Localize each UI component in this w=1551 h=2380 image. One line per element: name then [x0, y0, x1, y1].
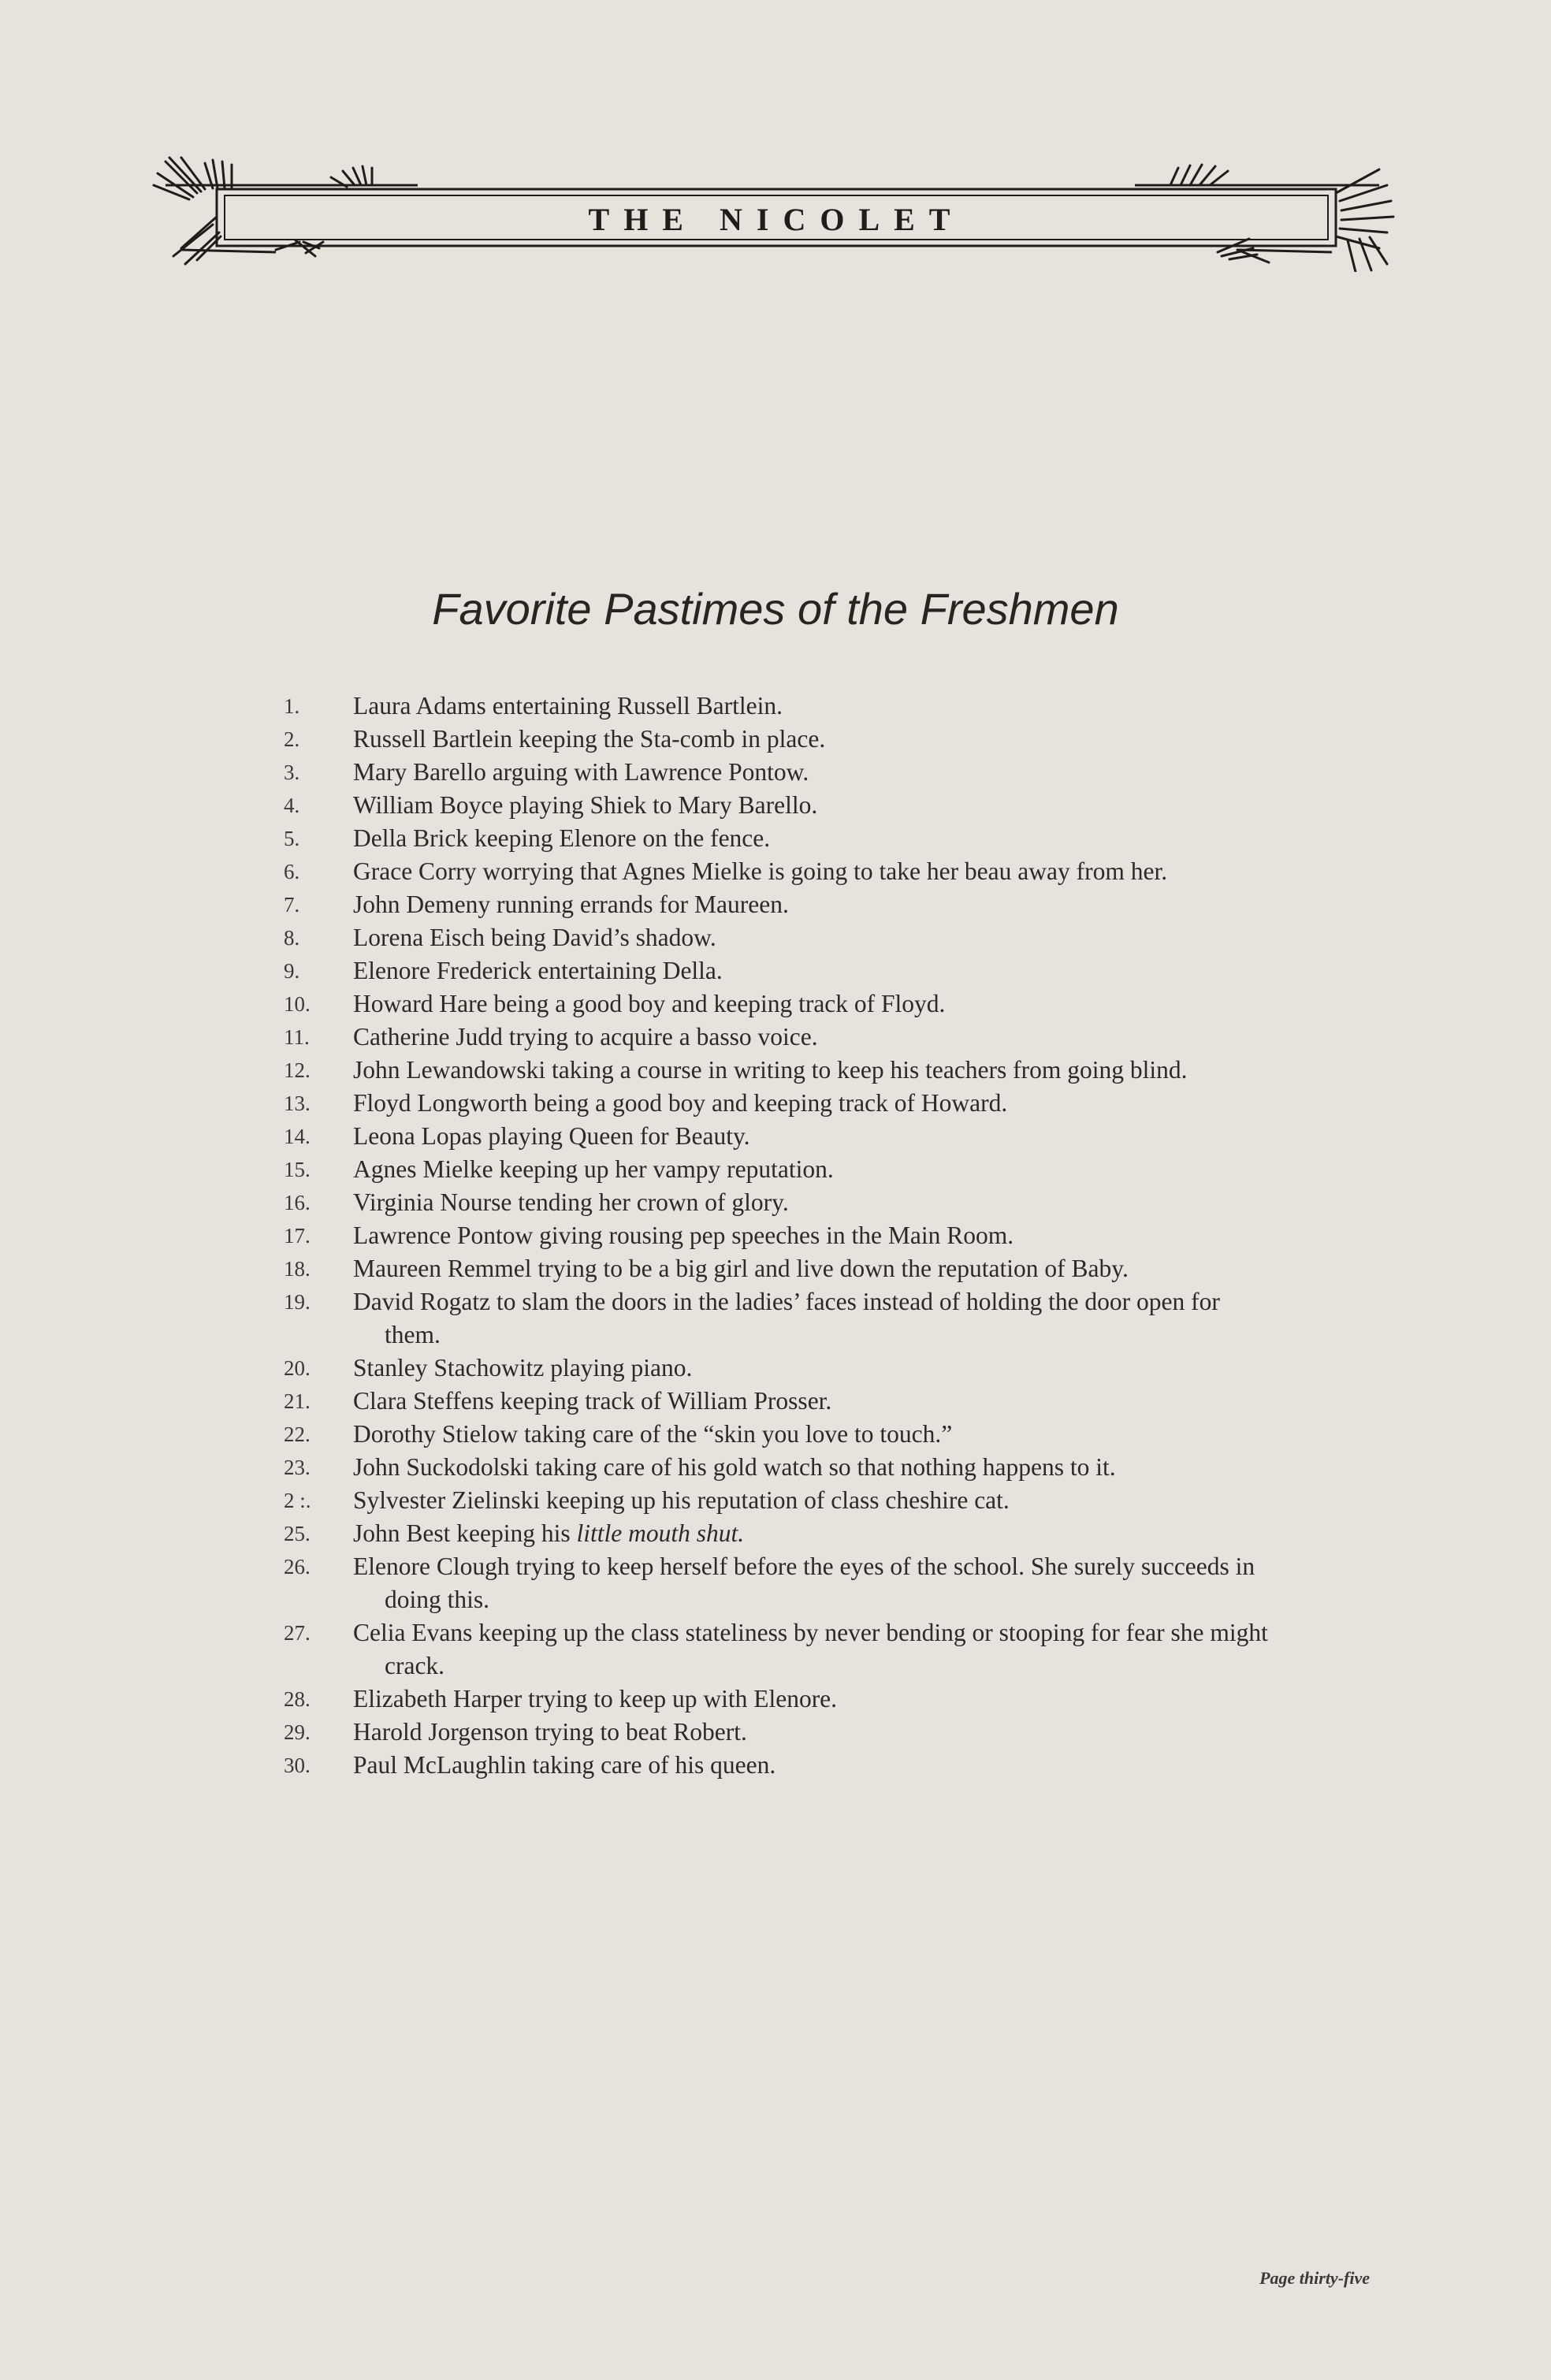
item-text: [353, 1385, 1269, 1418]
item-text-main: Clara Steffens keeping track of William Prosser.: [353, 1387, 832, 1415]
item-text: [353, 1451, 1269, 1484]
item-number: 19.: [284, 1290, 311, 1314]
list-item: [284, 789, 1269, 822]
list-item: [284, 1352, 1269, 1385]
item-text-main: Catherine Judd trying to acquire a basso voice.: [353, 1023, 818, 1051]
item-number: 30.: [284, 1753, 311, 1777]
list-item: [284, 690, 1269, 723]
item-number: 2 :.: [284, 1489, 311, 1512]
item-number: 3.: [284, 760, 300, 784]
item-number: 29.: [284, 1720, 311, 1744]
item-text: [353, 855, 1269, 888]
list-item: [284, 855, 1269, 888]
item-text: [353, 1418, 1269, 1451]
item-text: [353, 1054, 1269, 1087]
item-text-main: Howard Hare being a good boy and keeping track of Floyd.: [353, 990, 946, 1017]
item-text-italic: little mouth shut.: [576, 1519, 745, 1547]
item-number: 17.: [284, 1224, 311, 1248]
list-item: [284, 1385, 1269, 1418]
list-item: [284, 756, 1269, 789]
item-text-main: Floyd Longworth being a good boy and keeping track of Howard.: [353, 1089, 1008, 1117]
list-item: [284, 1252, 1269, 1285]
item-number: 15.: [284, 1158, 311, 1181]
item-number: 28.: [284, 1687, 311, 1711]
item-text: [353, 1683, 1269, 1716]
item-text-main: Lawrence Pontow giving rousing pep speeches in the Main Room.: [353, 1222, 1014, 1249]
item-text-main: John Suckodolski taking care of his gold watch so that nothing happens to it.: [353, 1453, 1116, 1481]
item-text: [353, 1352, 1269, 1385]
list-item: [284, 1418, 1269, 1451]
page-title: Favorite Pastimes of the Freshmen: [432, 584, 1119, 634]
list-item: [284, 954, 1269, 987]
item-number: 1.: [284, 694, 300, 718]
item-text-main: John Lewandowski taking a course in writing to keep his teachers from going blind.: [353, 1056, 1188, 1084]
item-text: [353, 921, 1269, 954]
item-text: [353, 1484, 1269, 1517]
item-text-main: Elizabeth Harper trying to keep up with Elenore.: [353, 1685, 838, 1712]
list-item: [284, 822, 1269, 855]
item-number: 22.: [284, 1422, 311, 1446]
list-item: [284, 1153, 1269, 1186]
item-text: [353, 1716, 1269, 1749]
item-number: 9.: [284, 959, 300, 983]
list-item: [284, 921, 1269, 954]
item-text: [353, 690, 1269, 723]
item-text: [353, 1616, 1269, 1683]
item-text: [353, 888, 1269, 921]
item-number: 5.: [284, 827, 300, 850]
item-number: 11.: [284, 1025, 310, 1049]
item-text-main: John Best keeping his: [353, 1519, 577, 1547]
list-item: [284, 1285, 1269, 1352]
item-text-main: Harold Jorgenson trying to beat Robert.: [353, 1718, 747, 1746]
item-number: 26.: [284, 1555, 311, 1579]
item-text: [353, 1186, 1269, 1219]
item-number: 7.: [284, 893, 300, 917]
item-text: [353, 1517, 1269, 1550]
item-number: 16.: [284, 1191, 311, 1214]
list-item: [284, 888, 1269, 921]
list-item: [284, 1087, 1269, 1120]
list-item: [284, 723, 1269, 756]
item-text: [353, 1285, 1269, 1352]
list-item: [284, 1219, 1269, 1252]
item-text-main: Leona Lopas playing Queen for Beauty.: [353, 1122, 750, 1150]
item-number: 12.: [284, 1058, 311, 1082]
list-item: [284, 1120, 1269, 1153]
item-text: [353, 954, 1269, 987]
item-number: 8.: [284, 926, 300, 950]
item-number: 27.: [284, 1621, 311, 1645]
item-text-main: Dorothy Stielow taking care of the “skin you love to touch.”: [353, 1420, 953, 1448]
item-number: 18.: [284, 1257, 311, 1281]
item-text-main: David Rogatz to slam the doors in the ladies’ faces instead of holding the door open for them.: [353, 1288, 1220, 1348]
item-text-main: Maureen Remmel trying to be a big girl and live down the reputation of Baby.: [353, 1255, 1129, 1282]
item-text-main: Agnes Mielke keeping up her vampy reputation.: [353, 1155, 834, 1183]
item-text-main: Mary Barello arguing with Lawrence Pontow.: [353, 758, 809, 786]
item-text-main: John Demeny running errands for Maureen.: [353, 891, 789, 918]
list-item: [284, 1749, 1269, 1782]
item-text-main: William Boyce playing Shiek to Mary Barello.: [353, 791, 818, 819]
item-text-main: Laura Adams entertaining Russell Bartlein.: [353, 692, 783, 720]
list-item: [284, 1616, 1269, 1683]
item-number: 13.: [284, 1091, 311, 1115]
item-text: [353, 1252, 1269, 1285]
item-text: [353, 789, 1269, 822]
item-number: 21.: [284, 1389, 311, 1413]
item-text-main: Stanley Stachowitz playing piano.: [353, 1354, 693, 1382]
list-item: [284, 987, 1269, 1021]
list-item: [284, 1484, 1269, 1517]
list-item: [284, 1054, 1269, 1087]
list-item: [284, 1683, 1269, 1716]
item-number: 10.: [284, 992, 311, 1016]
item-number: 20.: [284, 1356, 311, 1380]
pastimes-list: [284, 690, 1269, 1782]
item-text: [353, 987, 1269, 1021]
item-text: [353, 1749, 1269, 1782]
list-item: [284, 1550, 1269, 1616]
list-item: [284, 1451, 1269, 1484]
item-text-main: Russell Bartlein keeping the Sta-comb in place.: [353, 725, 826, 753]
page-number: Page thirty-five: [1259, 2268, 1370, 2288]
item-text: [353, 723, 1269, 756]
item-number: 25.: [284, 1522, 311, 1545]
item-number: 23.: [284, 1456, 311, 1479]
item-text-main: Della Brick keeping Elenore on the fence.: [353, 824, 771, 852]
item-text: [353, 1550, 1269, 1616]
item-text: [353, 822, 1269, 855]
item-text-main: Grace Corry worrying that Agnes Mielke is going to take her beau away from her.: [353, 857, 1168, 885]
item-text-main: Celia Evans keeping up the class stateliness by never bending or stooping for fear she might crack.: [353, 1619, 1268, 1679]
list-item: [284, 1021, 1269, 1054]
page-header: [150, 154, 1403, 272]
item-text: [353, 1021, 1269, 1054]
header-title: THE NICOLET: [588, 201, 965, 237]
list-item: [284, 1186, 1269, 1219]
item-text-main: Sylvester Zielinski keeping up his reputation of class cheshire cat.: [353, 1486, 1010, 1514]
list-item: [284, 1517, 1269, 1550]
item-number: 2.: [284, 727, 300, 751]
item-text-main: Lorena Eisch being David’s shadow.: [353, 924, 716, 951]
item-number: 6.: [284, 860, 300, 883]
item-text-main: Paul McLaughlin taking care of his queen.: [353, 1751, 776, 1779]
item-text: [353, 1219, 1269, 1252]
item-text-main: Elenore Clough trying to keep herself before the eyes of the school. She surely succeeds in doing this.: [353, 1553, 1255, 1613]
item-text-main: Elenore Frederick entertaining Della.: [353, 957, 723, 984]
item-text: [353, 1120, 1269, 1153]
item-text: [353, 756, 1269, 789]
item-text: [353, 1153, 1269, 1186]
item-number: 4.: [284, 794, 300, 817]
item-number: 14.: [284, 1125, 311, 1148]
list-item: [284, 1716, 1269, 1749]
item-text-main: Virginia Nourse tending her crown of glory.: [353, 1188, 789, 1216]
item-text: [353, 1087, 1269, 1120]
